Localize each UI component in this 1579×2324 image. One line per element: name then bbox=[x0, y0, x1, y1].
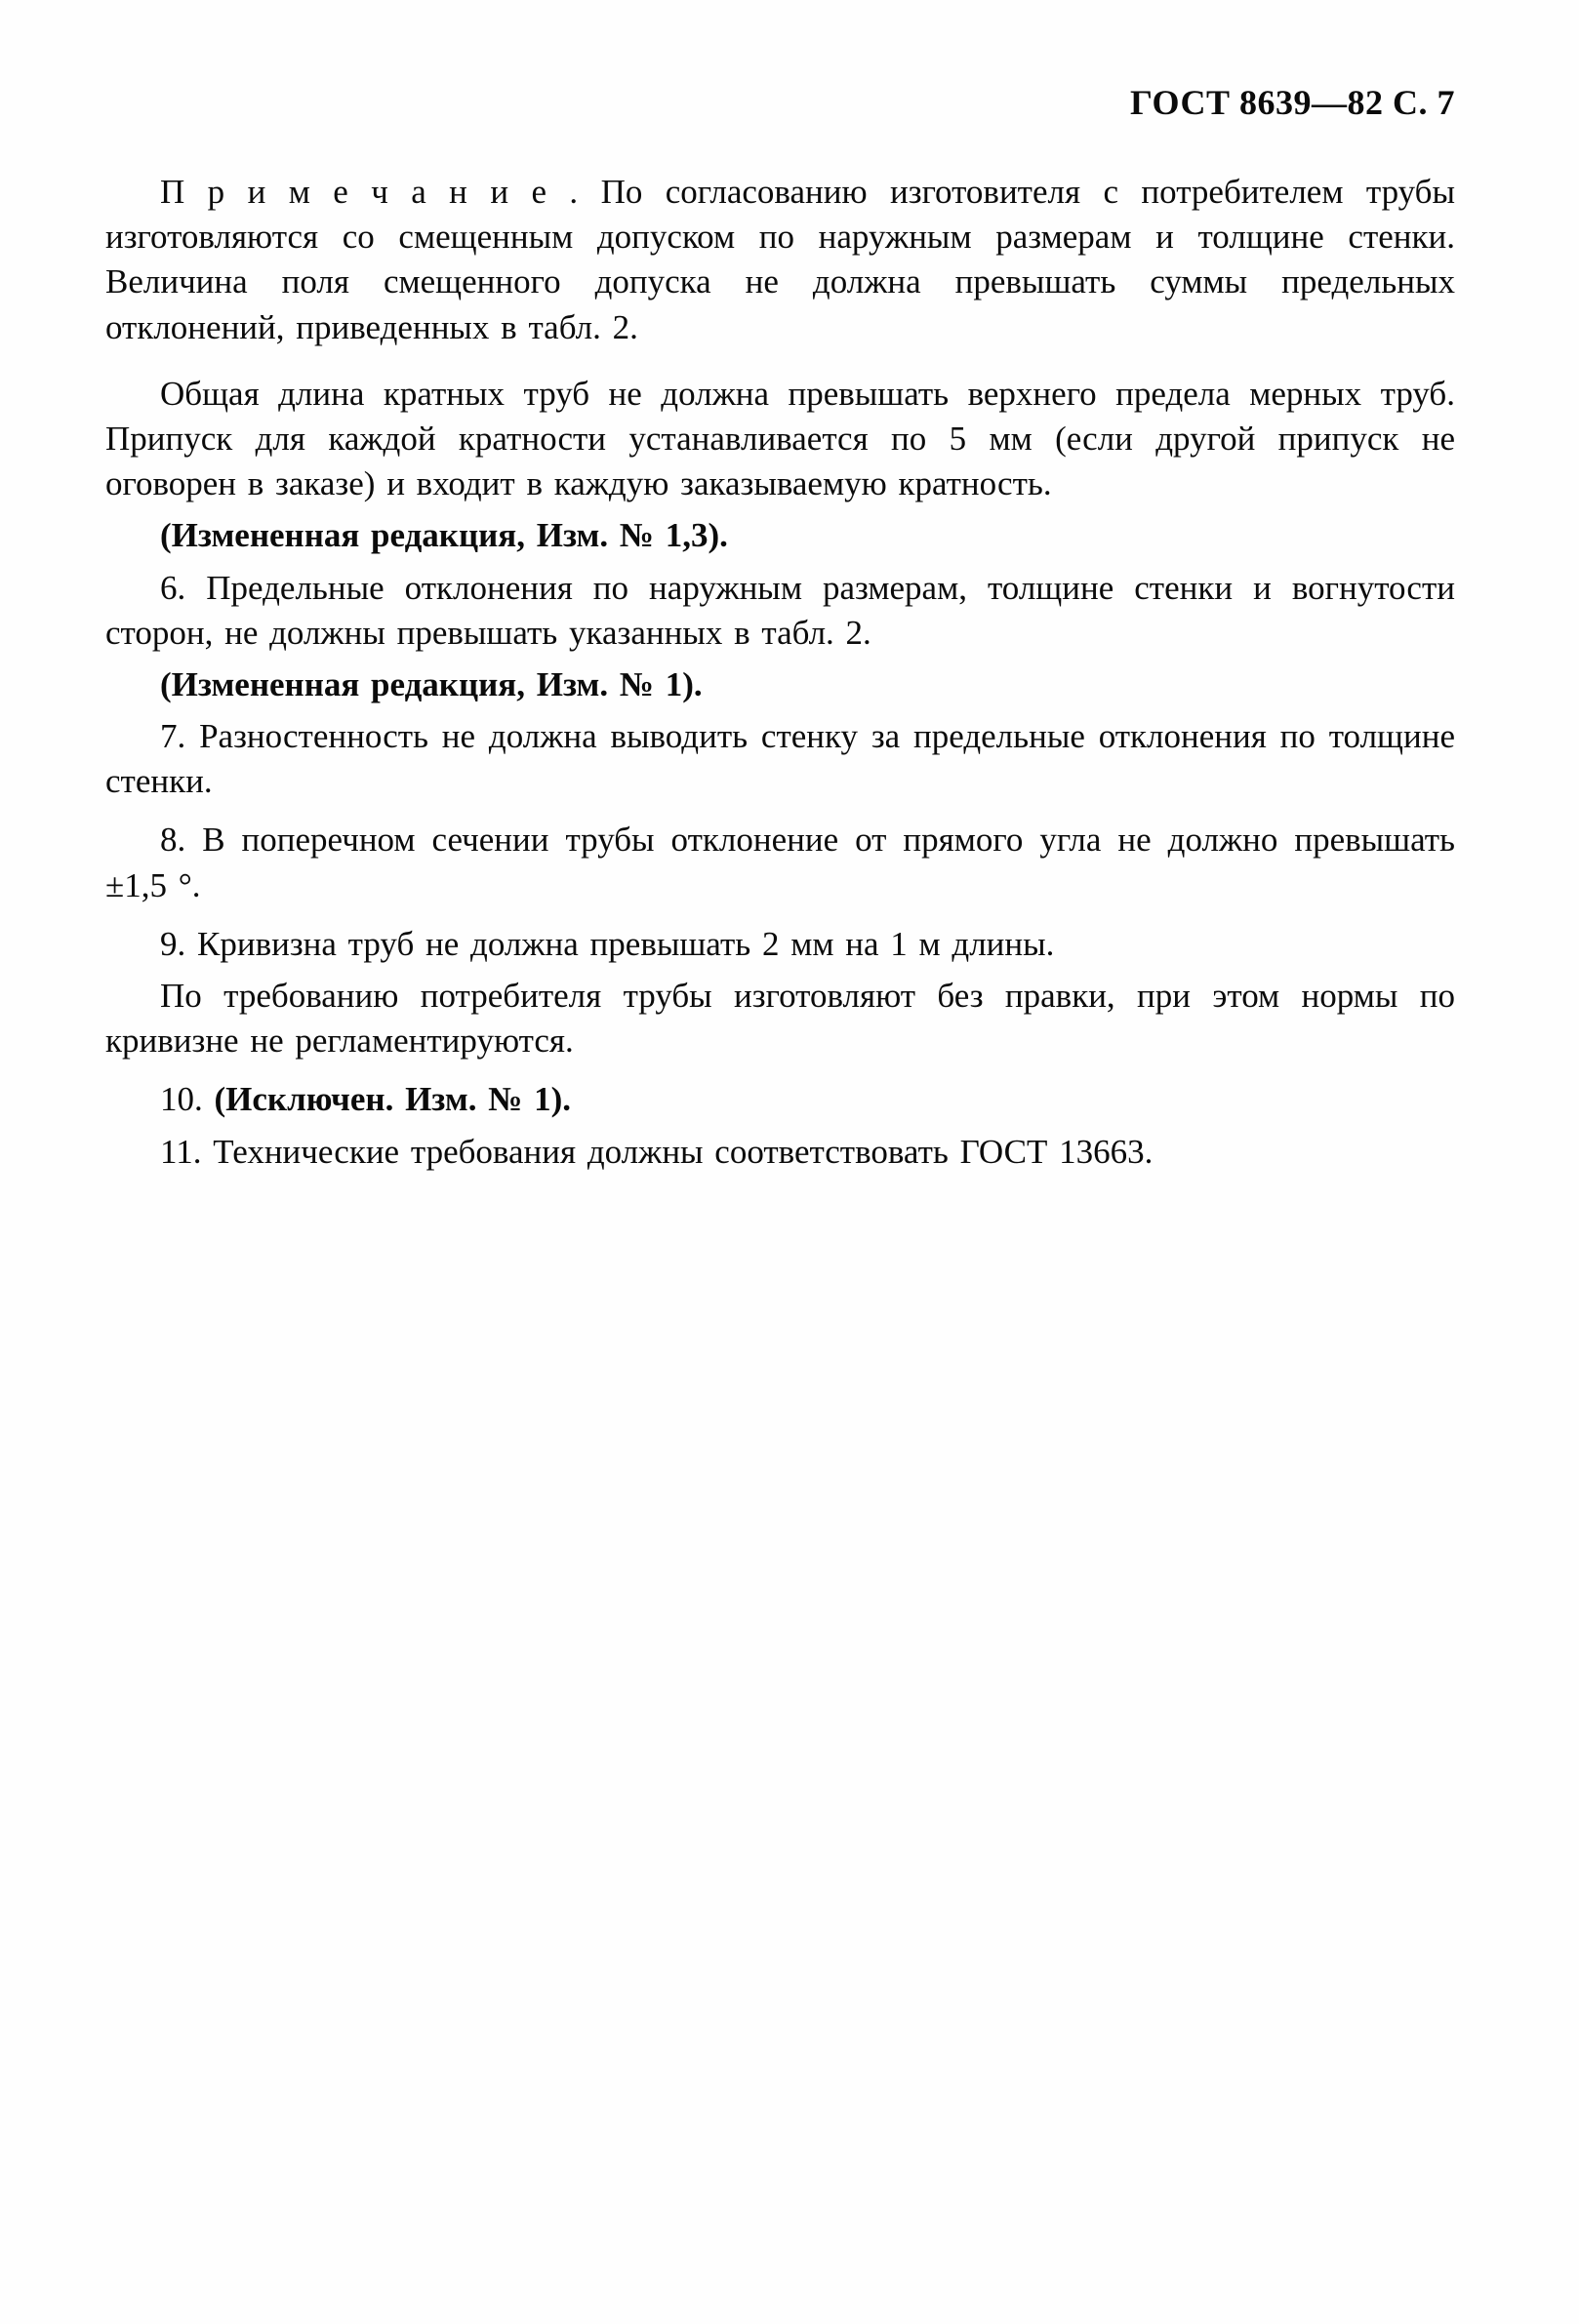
item-9: 9. Кривизна труб не должна превышать 2 мм на 1 м длины. bbox=[160, 924, 1055, 963]
item-11: 11. Технические требования должны соответствовать ГОСТ 13663. bbox=[160, 1132, 1154, 1171]
note-paragraph: П р и м е ч а н и е . По согласованию изготовителя с потребителем трубы изготовляются со смещенным допуском по наружным размерам и толщине стенки. Величина поля смещенного допуска не должна превышать суммы предельных отклонений, приведенных в табл. 2. bbox=[105, 173, 1455, 346]
amendment-note-1-3: (Измененная редакция, Изм. № 1,3). bbox=[160, 516, 728, 555]
paragraph-multiple-length: Общая длина кратных труб не должна превышать верхнего предела мерных труб. Припуск для каждой кратности устанавливается по 5 мм (если другой припуск не оговорен в заказе) и входит в каждую заказываемую кратность. bbox=[105, 374, 1455, 503]
paragraph-straightening: По требованию потребителя трубы изготовляют без правки, при этом нормы по кривизне не регламентируются. bbox=[105, 977, 1455, 1061]
item-7: 7. Разностенность не должна выводить стенку за предельные отклонения по толщине стенки. bbox=[105, 717, 1455, 801]
page-header bbox=[105, 82, 1455, 123]
item-10: 10. (Исключен. Изм. № 1). bbox=[160, 1080, 572, 1119]
item-6: 6. Предельные отклонения по наружным размерам, толщине стенки и вогнутости сторон, не должны превышать указанных в табл. 2. bbox=[105, 568, 1455, 652]
amendment-note-1: (Измененная редакция, Изм. № 1). bbox=[160, 664, 703, 703]
item-8: 8. В поперечном сечении трубы отклонение от прямого угла не должно превышать ±1,5 °. bbox=[105, 821, 1455, 904]
text-block bbox=[105, 170, 1455, 1175]
doc-number-and-page: ГОСТ 8639—82 С. 7 bbox=[1130, 83, 1455, 122]
